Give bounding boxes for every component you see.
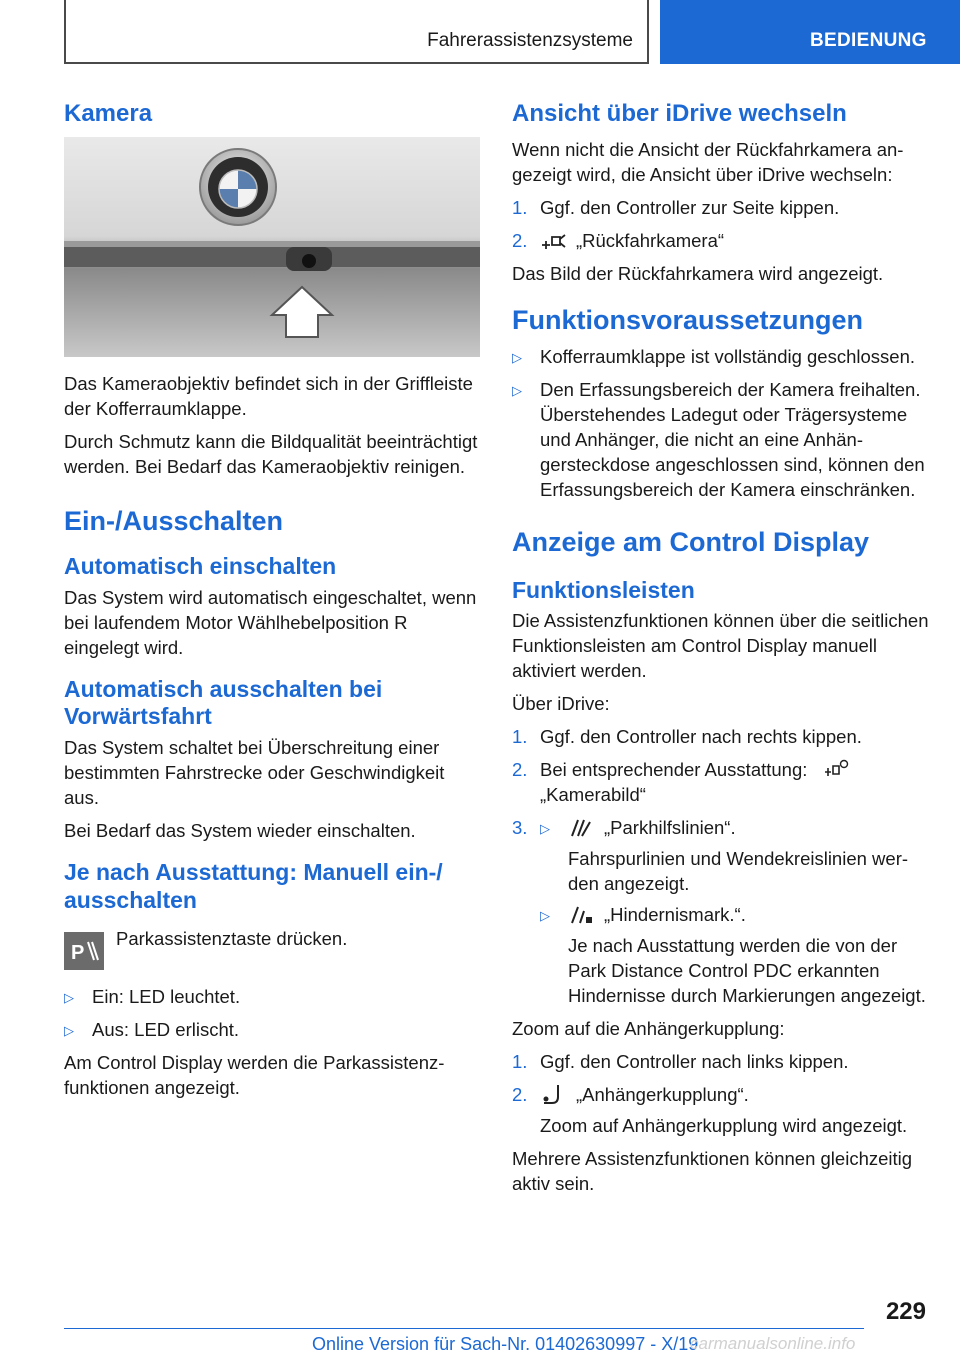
idrive-paragraph: Über iDrive:: [512, 693, 610, 715]
watermark: carmanualsonline.info: [690, 1334, 856, 1353]
auto-ein-heading: Automatisch einschalten: [64, 553, 337, 580]
list-item: ▷ Aus: LED erlischt.: [64, 1017, 482, 1042]
right-column: [512, 100, 930, 1204]
svg-text:P: P: [71, 942, 85, 965]
manuell-paragraph: Am Control Display werden die Parkassistenzfunktionen angezeigt.: [64, 1052, 445, 1099]
list-item: 2. „Anhängerkupplung“. Zoom auf Anhängerkupplung wird angezeigt.: [512, 1084, 908, 1137]
auto-aus-paragraph-1: Das System schaltet bei Überschreitung einer bestimmten Fahrstrecke oder Geschwindigkeit aus.: [64, 736, 445, 808]
header-chapter-title: BEDIENUNG: [810, 30, 927, 51]
ansicht-paragraph: Wenn nicht die Ansicht der Rückfahrkamera angezeigt wird, die Ansicht über iDrive wechseln:: [512, 138, 904, 185]
park-assist-button-icon: [64, 932, 104, 970]
einaus-heading: Ein-/Ausschalten: [64, 505, 284, 536]
leisten-heading: Funktionsleisten: [512, 576, 695, 603]
camera-settings-icon: [823, 758, 849, 780]
obstacle-mark-icon: [568, 903, 594, 925]
leisten-paragraph: Die Assistenzfunktionen können über die seitlichen Funktionsleisten am Control Display manuell aktiviert werden.: [512, 610, 929, 682]
zoom-paragraph: Zoom auf die Anhängerkupplung:: [512, 1018, 785, 1040]
anzeige-steps: [512, 724, 930, 1008]
page-number: 229: [885, 1298, 926, 1325]
parking-lines-icon: [568, 816, 594, 838]
header-section-title: Fahrerassistenzsysteme: [427, 30, 633, 51]
trailer-hitch-icon: [540, 1083, 566, 1105]
header-section-box: [64, 0, 649, 64]
park-assist-text: Parkassistenztaste drücken.: [116, 928, 348, 950]
list-item: ▷ Ein: LED leuchtet.: [64, 984, 482, 1009]
bullet-marker: ▷: [64, 1023, 74, 1039]
list-item: 1. Ggf. den Controller zur Seite kippen.: [512, 196, 840, 218]
list-item: ▷ Kofferraumklappe ist vollständig geschlossen.: [512, 346, 916, 368]
ansicht-steps: [512, 195, 930, 253]
list-item: 1. Ggf. den Controller nach links kippen.: [512, 1051, 849, 1073]
rear-camera-icon: [540, 229, 566, 251]
anzeige-heading: Anzeige am Control Display: [512, 527, 870, 558]
ansicht-heading: Ansicht über iDrive wechseln: [512, 100, 847, 127]
list-item: 2. Bei entsprechender Ausstattung: „Kamerabild“: [512, 757, 930, 807]
kamera-heading: Kamera: [64, 100, 153, 127]
left-column: [64, 100, 482, 1108]
camera-photo: [64, 137, 480, 357]
header-chapter-box: [660, 0, 960, 64]
list-item: 2. „Rückfahrkamera“: [512, 229, 725, 251]
kamera-paragraph-2: Durch Schmutz kann die Bildqualität beeinträchtigt werden. Bei Bedarf das Kameraobjektiv reinigen.: [64, 430, 478, 477]
list-item: ▷ Den Erfassungsbereich der Kamera freihalten. Überstehendes Ladegut oder Trägersysteme und Anhänger, die nicht an eine Anhängersteckdose angeschlossen sind, können den Erfassungsbereich der Kamera einschränken.: [512, 379, 925, 501]
list-item: 1. Ggf. den Controller nach rechts kippen.: [512, 726, 862, 748]
auto-ein-paragraph: Das System wird automatisch eingeschaltet, wenn bei laufendem Motor Wählhebelposition R eingelegt wird.: [64, 586, 477, 658]
footer-online-version: Online Version für Sach-Nr. 01402630997 - X/19: [312, 1334, 699, 1354]
footer-divider: [64, 1328, 864, 1329]
kamera-paragraph-1: Das Kameraobjektiv befindet sich in der Griffleiste der Kofferraumklappe.: [64, 372, 473, 419]
list-item: 3. ▷ „Parkhilfslinien“. Fahrspurlinien und Wendekreislinien werden angezeigt. ▷ „Hindernismark.“. Je nach Ausstattung werden die von der Park Distance Control PDC erkannten Hindernisse durch Markierungen angezeigt.: [512, 817, 926, 1007]
auto-aus-paragraph-2: Bei Bedarf das System wieder einschalten.: [64, 819, 416, 841]
bullet-marker: ▷: [64, 990, 74, 1006]
funktion-list: [512, 344, 930, 502]
auto-aus-heading: Automatisch ausschalten bei Vorwärtsfahrt: [64, 675, 383, 730]
final-paragraph: Mehrere Assistenzfunktionen können gleichzeitig aktiv sein.: [512, 1148, 913, 1195]
funktion-heading: Funktionsvoraussetzungen: [512, 304, 864, 335]
park-assist-row: [64, 924, 482, 970]
zoom-steps: [512, 1049, 930, 1138]
ansicht-paragraph-2: Das Bild der Rückfahrkamera wird angezeigt.: [512, 262, 884, 284]
led-status-list: [64, 984, 482, 1042]
manuell-heading: Je nach Ausstattung: Manuell ein-/ ausschalten: [64, 858, 443, 913]
